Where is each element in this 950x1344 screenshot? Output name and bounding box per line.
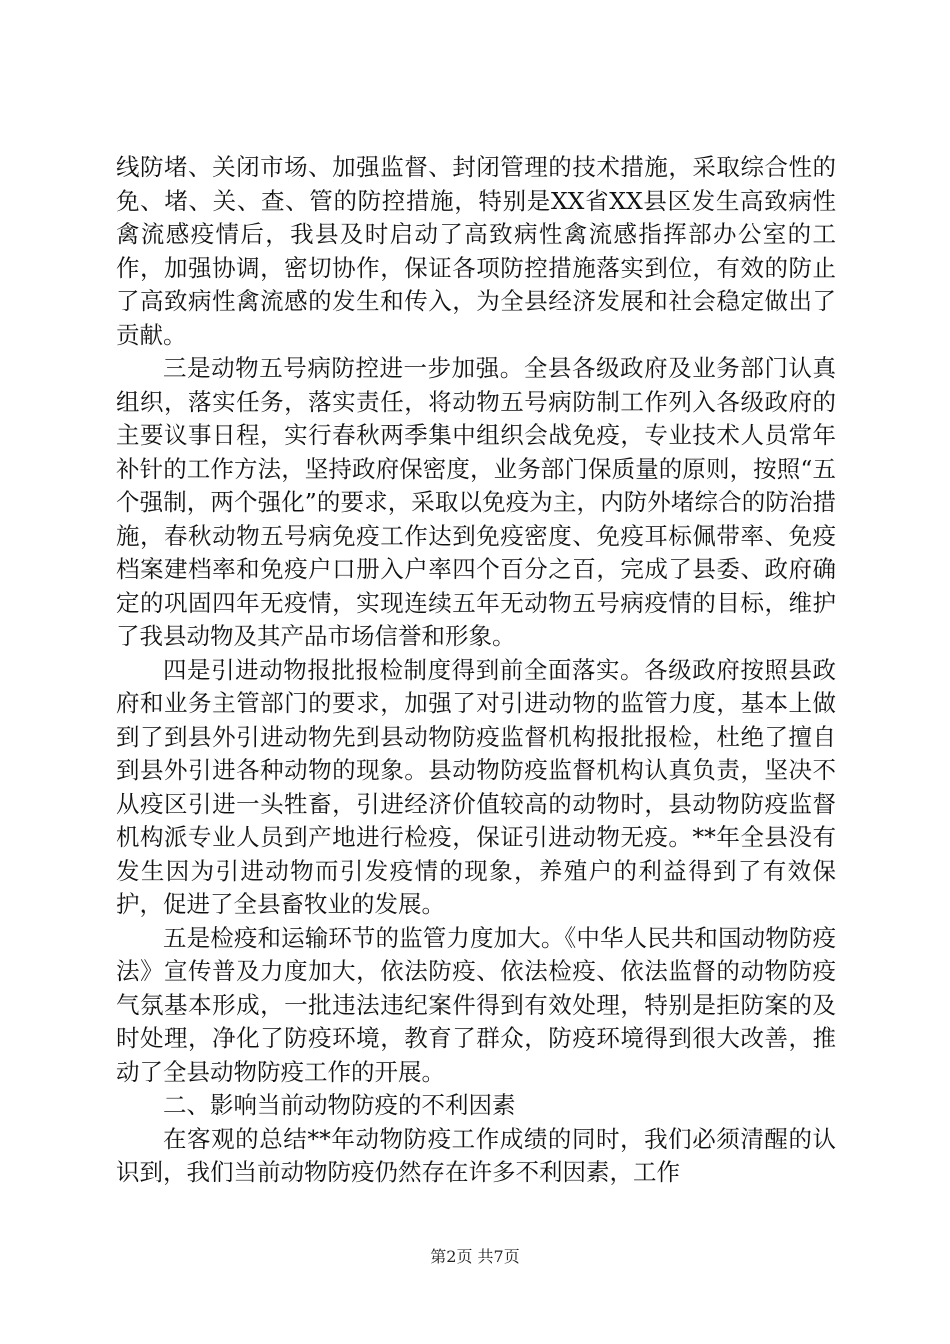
page-number-footer: 第2页 共7页 (430, 1247, 520, 1266)
paragraph-1: 线防堵、关闭市场、加强监督、封闭管理的技术措施，采取综合性的免、堵、关、查、管的防控措施，特别是XX省XX县区发生高致病性禽流感疫情后，我县及时启动了高致病性禽流感指挥部办公室的工作，加强协调，密切协作，保证各项防控措施落实到位，有效的防止了高致病性禽流感的发生和传入，为全县经济发展和社会稳定做出了贡献。 (116, 153, 836, 349)
paragraph-4: 五是检疫和运输环节的监管力度加大。《中华人民共和国动物防疫法》宣传普及力度加大，依法防疫、依法检疫、依法监督的动物防疫气氛基本形成，一批违法违纪案件得到有效处理，特别是拒防案的及时处理，净化了防疫环境，教育了群众，防疫环境得到很大改善，推动了全县动物防疫工作的开展。 (116, 923, 836, 1086)
paragraph-2: 三是动物五号病防控进一步加强。全县各级政府及业务部门认真组织，落实任务，落实责任，将动物五号病防制工作列入各级政府的主要议事日程，实行春秋两季集中组织会战免疫，专业技术人员常年补针的工作方法，坚持政府保密度，业务部门保质量的原则，按照“五个强制，两个强化”的要求，采取以免疫为主，内防外堵综合的防治措施，春秋动物五号病免疫工作达到免疫密度、免疫耳标佩带率、免疫档案建档率和免疫户口册入户率四个百分之百，完成了县委、政府确定的巩固四年无疫情，实现连续五年无动物五号病疫情的目标，维护了我县动物及其产品市场信誉和形象。 (116, 354, 836, 650)
section-heading: 二、影响当前动物防疫的不利因素 (163, 1091, 516, 1119)
paragraph-5: 在客观的总结**年动物防疫工作成绩的同时，我们必须清醒的认识到，我们当前动物防疫仍然存在许多不利因素，工作 (116, 1124, 836, 1186)
paragraph-3: 四是引进动物报批报检制度得到前全面落实。各级政府按照县政府和业务主管部门的要求，加强了对引进动物的监管力度，基本上做到了到县外引进动物先到县动物防疫监督机构报批报检，杜绝了擅自到县外引进各种动物的现象。县动物防疫监督机构认真负责，坚决不从疫区引进一头牲畜，引进经济价值较高的动物时，县动物防疫监督机构派专业人员到产地进行检疫，保证引进动物无疫。**年全县没有发生因为引进动物而引发疫情的现象，养殖户的利益得到了有效保护，促进了全县畜牧业的发展。 (116, 655, 836, 918)
document-body (116, 151, 836, 1190)
